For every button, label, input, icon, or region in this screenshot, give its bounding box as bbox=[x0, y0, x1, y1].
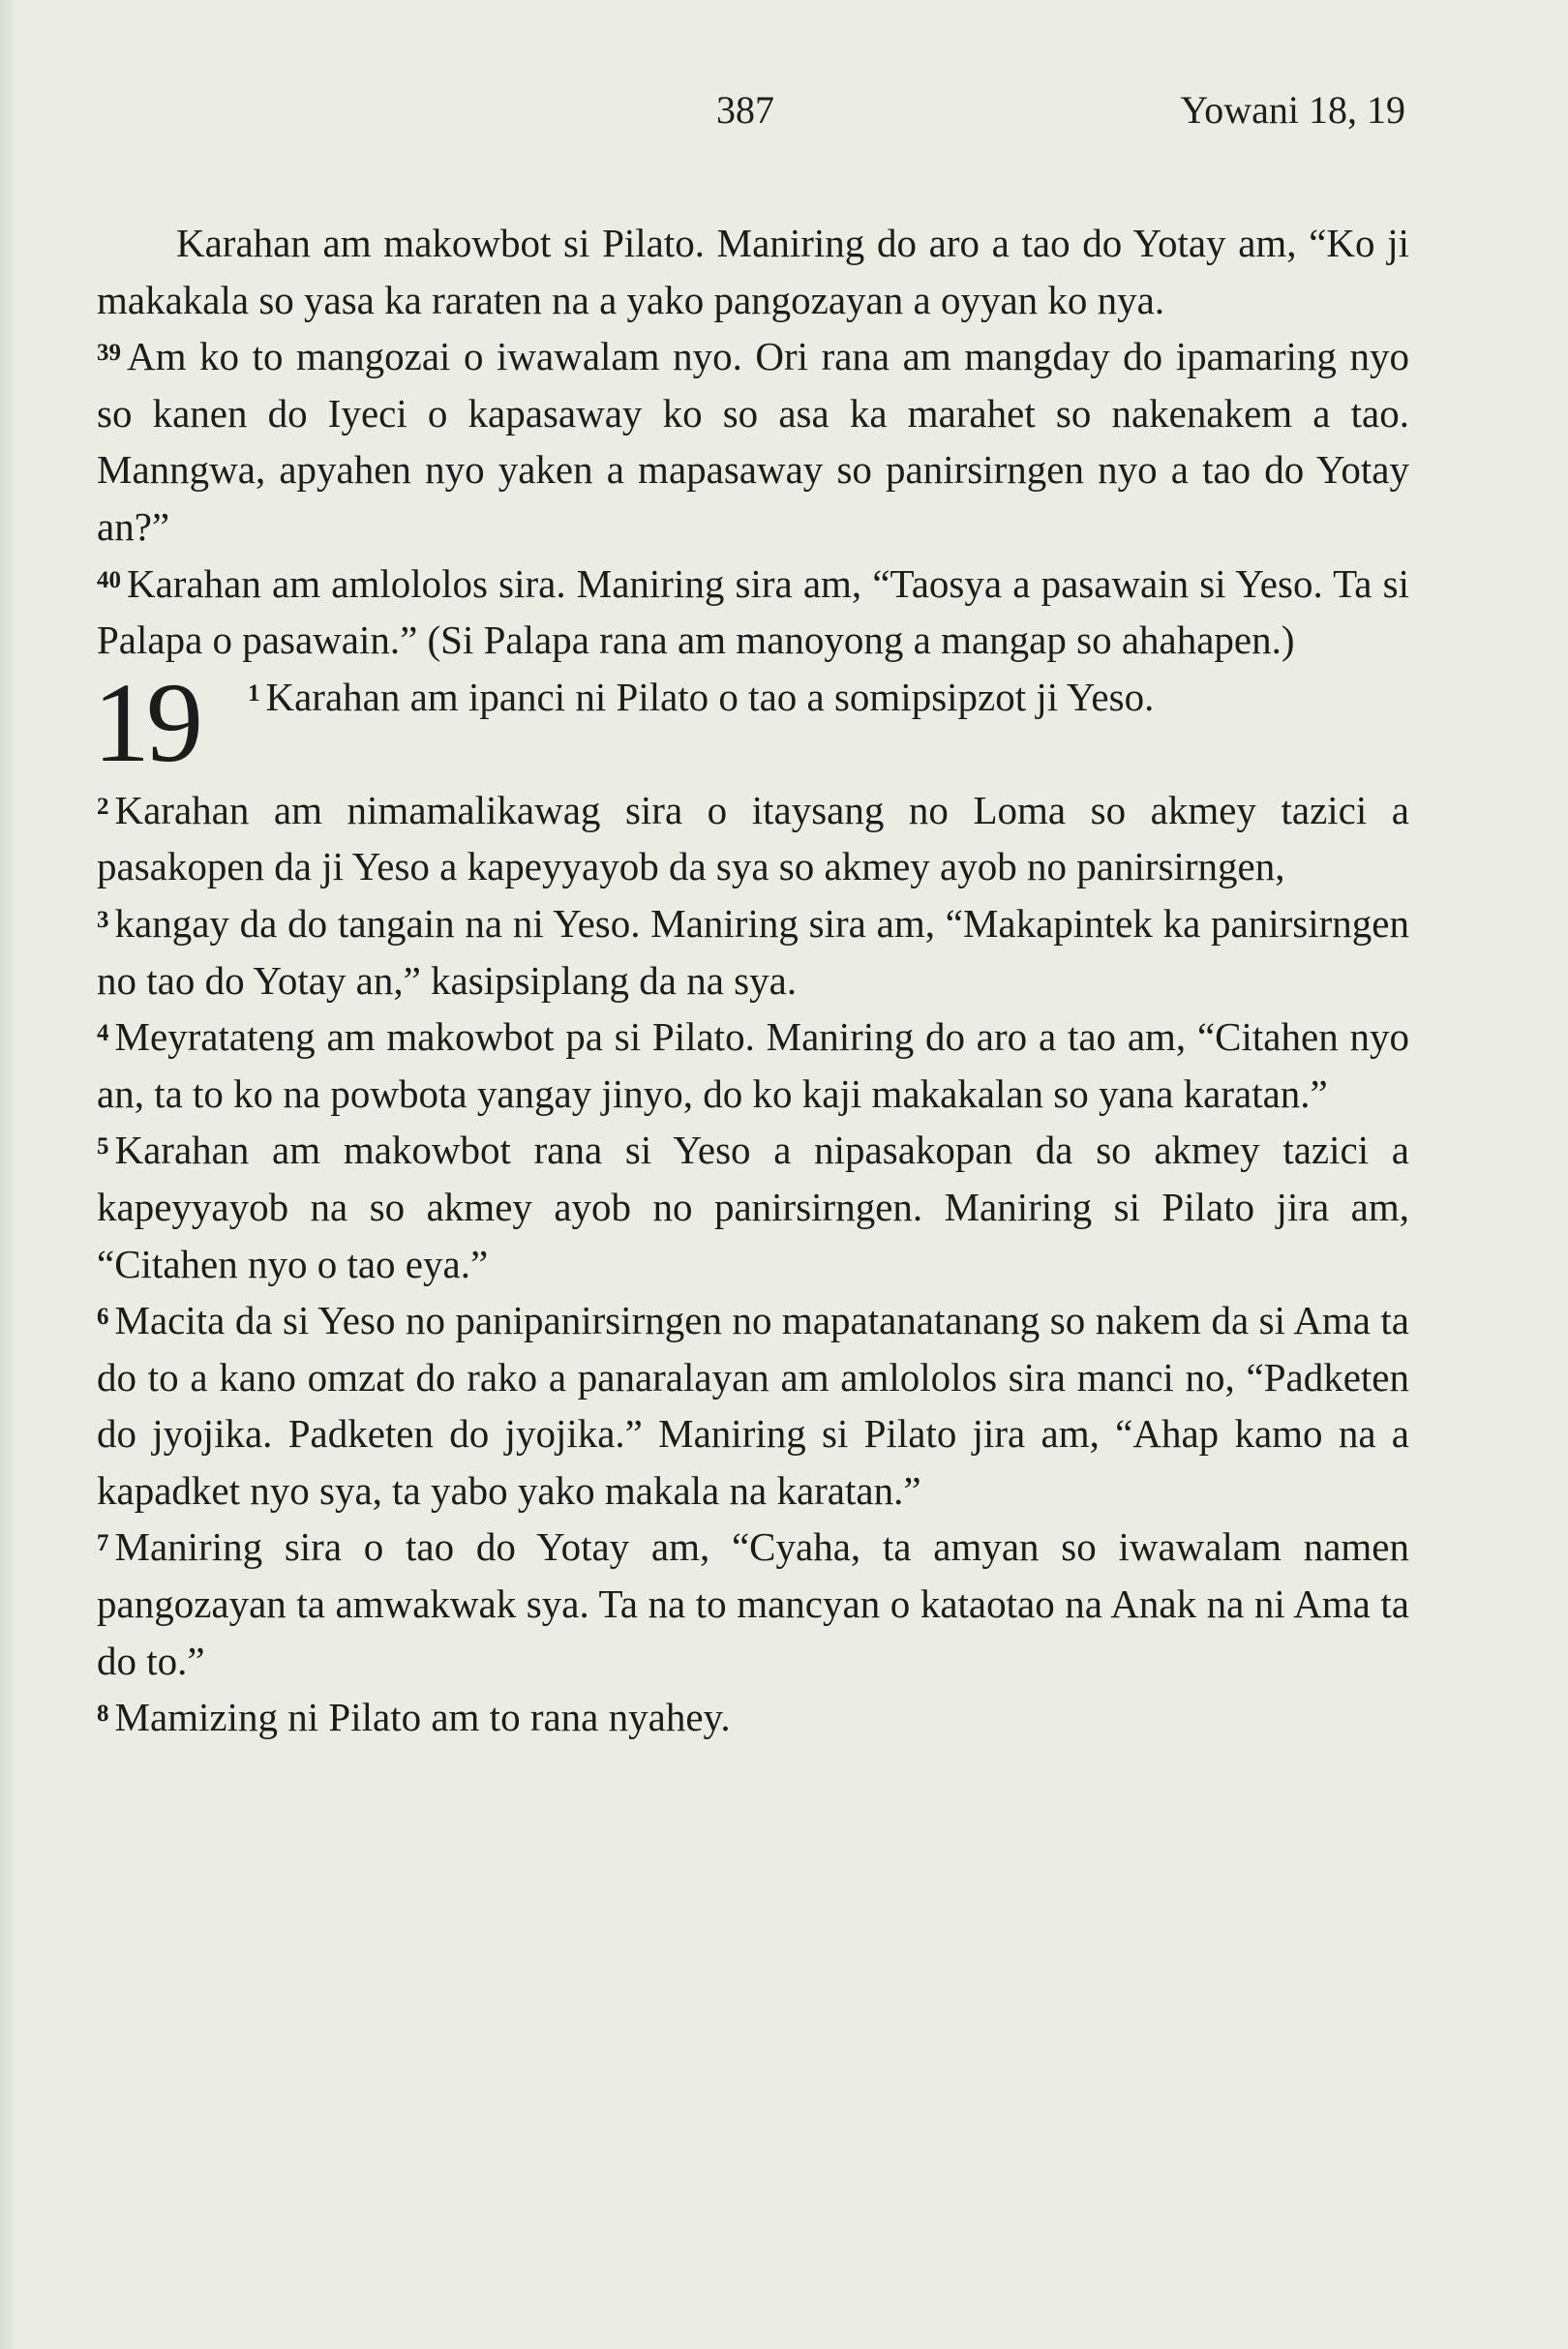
verse-text: Mamizing ni Pilato am to rana nyahey. bbox=[114, 1695, 731, 1740]
verse-number: 8 bbox=[97, 1701, 109, 1728]
page-edge-shadow bbox=[0, 0, 17, 2349]
page-number: 387 bbox=[716, 88, 774, 132]
verse-number: 1 bbox=[248, 679, 260, 707]
verse-text: kangay da do tangain na ni Yeso. Maniring sira am, “Makapintek ka panirsirngen no tao do Yotay an,” kasipsiplang da na sya. bbox=[97, 900, 1409, 1003]
scripture-text bbox=[93, 215, 1409, 1746]
verse-text: Karahan am nimamalikawag sira o itaysang no Loma so akmey tazici a pasakopen da ji Yeso a kapeyyayob da sya so akmey ayob no panirsirngen, bbox=[97, 787, 1409, 889]
paragraph bbox=[97, 895, 1409, 1009]
paragraph bbox=[97, 215, 1409, 328]
paragraph bbox=[97, 556, 1409, 669]
verse-number: 40 bbox=[97, 566, 121, 593]
verse-text: Karahan am makowbot si Pilato. Maniring do aro a tao do Yotay am, “Ko ji makakala so yasa ka raraten na a yako pangozayan a oyyan ko nya. bbox=[97, 221, 1409, 322]
verse-text: Meyratateng am makowbot pa si Pilato. Maniring do aro a tao am, “Citahen nyo an, ta to ko na powbota yangay jinyo, do ko kaji makakalan so yana karatan.” bbox=[97, 1014, 1409, 1116]
paragraph bbox=[97, 1009, 1409, 1122]
paragraph bbox=[97, 782, 1409, 895]
paragraph bbox=[97, 1292, 1409, 1519]
verse-text: Karahan am ipanci ni Pilato o tao a somipsipzot ji Yeso. bbox=[265, 674, 1155, 719]
paragraph bbox=[97, 1519, 1409, 1689]
verse-text: Karahan am makowbot rana si Yeso a nipasakopan da so akmey tazici a kapeyyayob na so akmey ayob no panirsirngen. Maniring si Pilato jira am, “Citahen nyo o tao eya.” bbox=[97, 1128, 1409, 1286]
verse-number: 6 bbox=[97, 1304, 109, 1331]
verse-number: 2 bbox=[97, 793, 109, 820]
verse-number: 3 bbox=[97, 906, 109, 933]
verse-number: 7 bbox=[97, 1530, 109, 1557]
running-head: Yowani 18, 19 bbox=[1180, 88, 1405, 132]
verse-text: Karahan am amlololos sira. Maniring sira am, “Taosya a pasawain si Yeso. Ta si Palapa o pasawain.” (Si Palapa rana am manoyong a mangap so ahahapen.) bbox=[97, 560, 1409, 663]
chapter-start bbox=[93, 658, 1409, 786]
verse-text: Macita da si Yeso no panipanirsirngen no mapatanatanang so nakem da si Ama ta do to a kano omzat do rako a panaralayan am amlololos sira manci no, “Padketen do jyojika. Padketen do jyojika.” Maniring si Pilato jira am, “Ahap kamo na a kapadket nyo sya, ta yabo yako makala na karatan.” bbox=[97, 1298, 1409, 1513]
verse-number: 5 bbox=[97, 1133, 109, 1160]
paragraph bbox=[97, 1689, 1409, 1746]
page-header bbox=[0, 87, 1568, 145]
paragraph bbox=[248, 669, 1409, 726]
verse-text: Am ko to mangozai o iwawalam nyo. Ori rana am mangday do ipamaring nyo so kanen do Iyeci o kapasaway ko so asa ka marahet so nakenakem a tao. Manngwa, apyahen nyo yaken a mapasaway so panirsirngen nyo a tao do Yotay an?” bbox=[97, 334, 1409, 549]
verse-number: 4 bbox=[97, 1020, 109, 1047]
verse-text: Maniring sira o tao do Yotay am, “Cyaha, ta amyan so iwawalam namen pangozayan ta amwakwak sya. Ta na to mancyan o kataotao na Anak na ni Ama ta do to.” bbox=[97, 1524, 1409, 1683]
paragraph bbox=[97, 328, 1409, 555]
verse-number: 39 bbox=[97, 340, 121, 367]
paragraph bbox=[97, 1122, 1409, 1292]
chapter-number: 19 bbox=[93, 658, 199, 786]
